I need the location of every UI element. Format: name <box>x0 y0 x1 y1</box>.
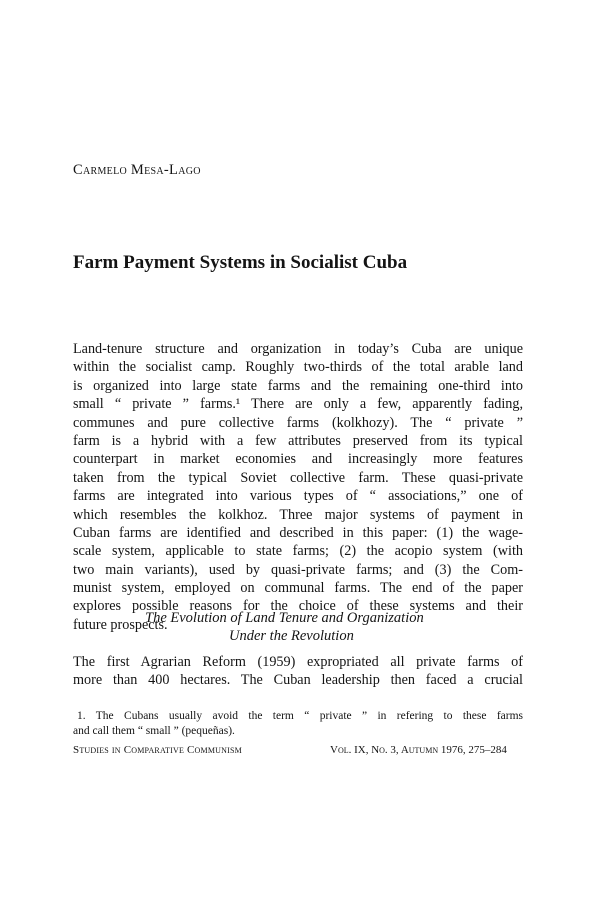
paragraph-line: scale system, applicable to state farms; (2) the acopio system (with <box>73 543 523 560</box>
paragraph-line: more than 400 hectares. The Cuban leadership then faced a crucial <box>73 672 523 689</box>
paragraph-line: farms are integrated into various types of “ associations,” one of <box>73 488 523 505</box>
paragraph-line: future prospects. <box>73 616 168 633</box>
paragraph-line: within the socialist camp. Roughly two-thirds of the total arable land <box>73 359 523 376</box>
paragraph-line: small “ private ” farms.¹ There are only a few, apparently fading, <box>73 396 523 413</box>
paragraph-line: explores possible reasons for the choice of these systems and their <box>73 598 523 615</box>
paragraph-line: Land-tenure structure and organization in today’s Cuba are unique <box>73 341 523 357</box>
volume-info: Vol. IX, No. 3, Autumn 1976, 275–284 <box>330 744 507 756</box>
paragraph-line: farm is a hybrid with a few attributes preserved from its typical <box>73 432 523 449</box>
paragraph-line: two main variants), used by quasi-private farms; and (3) the Com- <box>73 561 523 578</box>
footnote <box>73 709 523 739</box>
paragraph-line: taken from the typical Soviet collective farm. These quasi-private <box>73 469 523 486</box>
section-heading-line: The Evolution of Land Tenure and Organization <box>145 610 424 626</box>
paragraph-line: which resembles the kolkhoz. Three major systems of payment in <box>73 506 523 523</box>
article-title: Farm Payment Systems in Socialist Cuba <box>73 252 408 273</box>
body-paragraph <box>73 653 523 690</box>
footnote-line: 1. The Cubans usually avoid the term “ private ” in refering to these farms <box>77 710 523 722</box>
paragraph-line: Cuban farms are identified and described in this paper: (1) the wage- <box>73 524 523 541</box>
section-heading-line: Under the Revolution <box>229 628 354 645</box>
section-heading <box>73 609 523 646</box>
author-name: Carmelo Mesa-Lago <box>73 162 201 178</box>
journal-name: Studies in Comparative Communism <box>73 744 242 756</box>
paragraph-line: communes and pure collective farms (kolkhozy). The “ private ” <box>73 414 523 431</box>
paragraph-line: munist system, employed on communal farms. The end of the paper <box>73 580 523 597</box>
paragraph-line: is organized into large state farms and the remaining one-third into <box>73 377 523 394</box>
paragraph-line: counterpart in market economies and increasingly more features <box>73 451 523 468</box>
intro-paragraph <box>73 340 523 634</box>
paragraph-line: The first Agrarian Reform (1959) expropriated all private farms of <box>73 654 523 670</box>
footnote-line: and call them “ small ” (pequeñas). <box>73 725 235 737</box>
